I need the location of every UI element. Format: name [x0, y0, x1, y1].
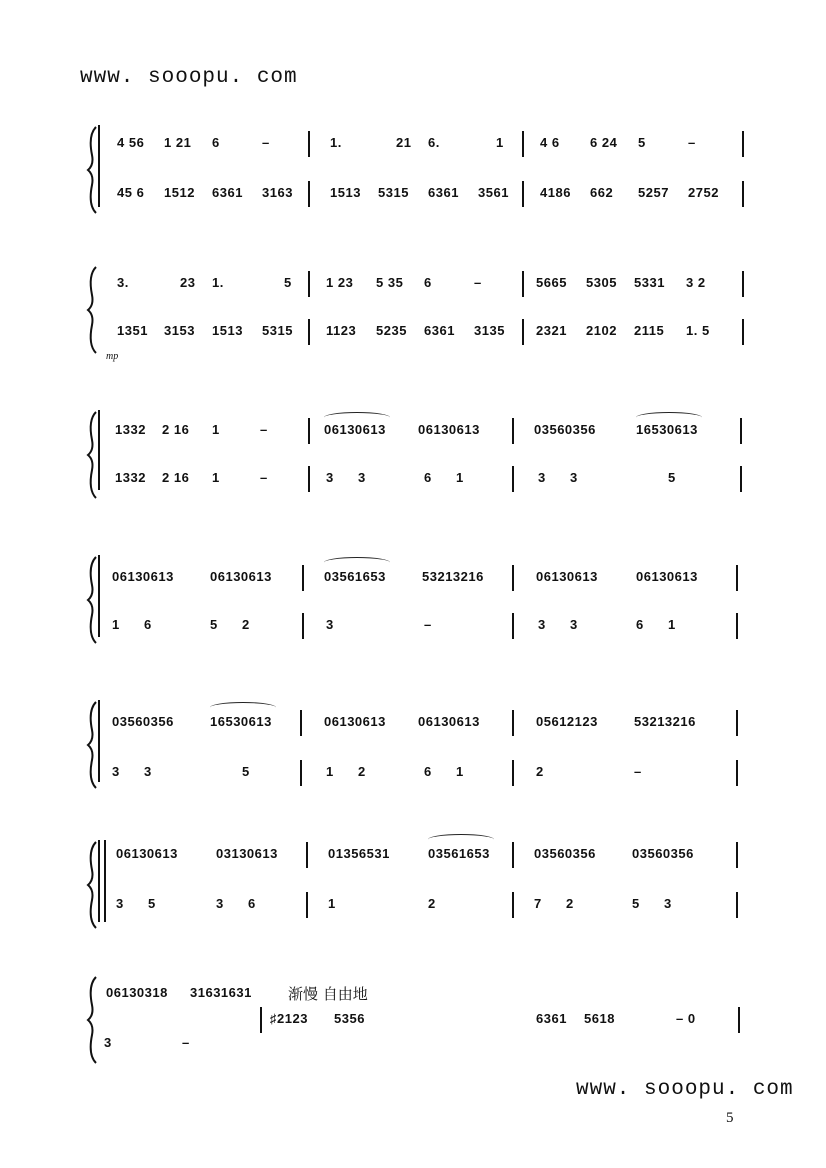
brace-icon: [86, 555, 98, 645]
note-group: 06130613: [116, 846, 178, 861]
slur: [324, 557, 390, 568]
barline: [738, 1007, 740, 1033]
score-system-5: [0, 700, 826, 810]
note-group: 6 24: [590, 135, 618, 150]
lower-staff: [112, 896, 752, 916]
note-group: –: [260, 470, 268, 485]
note-group: 5: [210, 617, 218, 632]
note-group: 1 23: [326, 275, 354, 290]
note-group: 1: [112, 617, 120, 632]
note-group: 1: [496, 135, 504, 150]
note-group: 662: [590, 185, 614, 200]
barline: [742, 319, 744, 345]
note-group: 03560356: [534, 846, 596, 861]
note-group: 3: [358, 470, 366, 485]
note-group: 31631631: [190, 985, 252, 1000]
brace-icon: [86, 700, 98, 790]
note-group: 2: [536, 764, 544, 779]
barline: [740, 466, 742, 492]
note-group: 4186: [540, 185, 571, 200]
note-group: 5257: [638, 185, 669, 200]
note-group: 06130613: [536, 569, 598, 584]
barline: [302, 565, 304, 591]
note-group: 5: [668, 470, 676, 485]
note-group: 45 6: [117, 185, 145, 200]
note-group: –: [474, 275, 482, 290]
barline: [308, 319, 310, 345]
note-group: 5: [148, 896, 156, 911]
barline: [736, 892, 738, 918]
note-group: 03130613: [216, 846, 278, 861]
note-group: 1513: [330, 185, 361, 200]
note-group: 1332: [115, 422, 146, 437]
note-group: 2: [566, 896, 574, 911]
barline: [742, 181, 744, 207]
note-group: 6361: [424, 323, 455, 338]
lower-staff: [112, 323, 752, 343]
note-group: 06130613: [210, 569, 272, 584]
note-group: 6: [424, 275, 432, 290]
note-group: 6361: [536, 1011, 567, 1026]
score-system-7: [0, 975, 826, 1085]
note-group: 2752: [688, 185, 719, 200]
note-group: 3: [570, 470, 578, 485]
note-group: 1351: [117, 323, 148, 338]
slur: [210, 702, 276, 713]
note-group: –: [634, 764, 642, 779]
brace-icon: [86, 410, 98, 500]
barline: [736, 710, 738, 736]
brace-icon: [86, 840, 98, 930]
note-group: –: [262, 135, 270, 150]
note-group: 5305: [586, 275, 617, 290]
barline: [306, 842, 308, 868]
left-barline: [98, 410, 100, 490]
brace-icon: [86, 125, 98, 215]
barline: [736, 613, 738, 639]
score-system-3: [0, 410, 826, 520]
note-group: 3135: [474, 323, 505, 338]
note-group: 5315: [378, 185, 409, 200]
dynamic-marking: mp: [106, 351, 119, 362]
tempo-marking: 渐慢 自由地: [288, 985, 368, 1003]
note-group: 2102: [586, 323, 617, 338]
lower-staff: [112, 185, 752, 205]
page-number: 5: [726, 1110, 734, 1126]
barline: [512, 466, 514, 492]
note-group: 6: [248, 896, 256, 911]
note-group: 1: [212, 470, 220, 485]
note-group: 06130613: [418, 422, 480, 437]
note-group: 21: [396, 135, 412, 150]
barline: [742, 131, 744, 157]
note-group: 1: [668, 617, 676, 632]
note-group: 5: [284, 275, 292, 290]
note-group: 1512: [164, 185, 195, 200]
barline: [522, 271, 524, 297]
left-barline: [98, 125, 100, 207]
barline: [260, 1007, 262, 1033]
note-group: –: [260, 422, 268, 437]
note-group: 5618: [584, 1011, 615, 1026]
note-group: 3 2: [686, 275, 706, 290]
barline: [736, 760, 738, 786]
left-barline: [98, 840, 100, 922]
note-group: 3: [570, 617, 578, 632]
note-group: 6: [212, 135, 220, 150]
repeat-barline: [104, 840, 106, 922]
note-group: 5: [242, 764, 250, 779]
barline: [522, 181, 524, 207]
score-system-2: [0, 265, 826, 375]
lower-staff: [112, 617, 752, 637]
barline: [302, 613, 304, 639]
note-group: 3: [538, 470, 546, 485]
barline: [308, 418, 310, 444]
barline: [512, 418, 514, 444]
upper-staff: [106, 985, 752, 1005]
note-group: – 0: [676, 1011, 696, 1026]
note-group: 5 35: [376, 275, 404, 290]
note-group: 1.: [330, 135, 342, 150]
lower-staff: [112, 764, 752, 784]
note-group: 1.: [212, 275, 224, 290]
barline: [736, 565, 738, 591]
note-group: –: [424, 617, 432, 632]
upper-staff: [112, 135, 752, 155]
note-group: 1513: [212, 323, 243, 338]
note-group: 06130318: [106, 985, 168, 1000]
note-group: 53213216: [634, 714, 696, 729]
note-group: 3163: [262, 185, 293, 200]
note-group: 3153: [164, 323, 195, 338]
note-group: 5: [638, 135, 646, 150]
note-group: 03560356: [632, 846, 694, 861]
note-group: 2 16: [162, 470, 190, 485]
note-group: –: [182, 1035, 190, 1050]
note-group: 5315: [262, 323, 293, 338]
note-group: 2: [358, 764, 366, 779]
barline: [512, 892, 514, 918]
barline: [736, 842, 738, 868]
note-group: 3: [112, 764, 120, 779]
note-group: 4 6: [540, 135, 560, 150]
note-group: 1. 5: [686, 323, 710, 338]
note-group: 2 16: [162, 422, 190, 437]
barline: [308, 181, 310, 207]
upper-staff: [112, 569, 752, 589]
note-group: 1: [456, 470, 464, 485]
note-group: 6: [636, 617, 644, 632]
score-system-6: [0, 840, 826, 950]
header-watermark-url: www. sooopu. com: [80, 66, 298, 89]
barline: [512, 710, 514, 736]
score-system-1: [0, 125, 826, 235]
note-group: 1332: [115, 470, 146, 485]
note-group: 1 21: [164, 135, 192, 150]
note-group: 01356531: [328, 846, 390, 861]
barline: [740, 418, 742, 444]
slur: [428, 834, 494, 845]
note-group: 2321: [536, 323, 567, 338]
note-group: 3561: [478, 185, 509, 200]
note-group: 3: [664, 896, 672, 911]
note-group: 5665: [536, 275, 567, 290]
note-group: 2: [242, 617, 250, 632]
note-group: 03560356: [112, 714, 174, 729]
left-barline: [98, 555, 100, 637]
note-group: 06130613: [324, 422, 386, 437]
note-group: 6.: [428, 135, 440, 150]
upper-staff: [112, 275, 752, 295]
note-group: 16530613: [636, 422, 698, 437]
barline: [300, 760, 302, 786]
note-group: 3: [116, 896, 124, 911]
lower-staff: [104, 1035, 752, 1055]
note-group: 06130613: [418, 714, 480, 729]
note-group: 53213216: [422, 569, 484, 584]
barline: [308, 131, 310, 157]
note-group: 3: [144, 764, 152, 779]
barline: [512, 613, 514, 639]
note-group: 23: [180, 275, 196, 290]
note-group: 6: [424, 764, 432, 779]
brace-icon: [86, 975, 98, 1065]
barline: [522, 131, 524, 157]
note-group: 06130613: [112, 569, 174, 584]
note-group: 06130613: [324, 714, 386, 729]
upper-staff: [112, 714, 752, 734]
barline: [512, 760, 514, 786]
cadenza-staff: [112, 1011, 752, 1031]
note-group: 1: [456, 764, 464, 779]
brace-icon: [86, 265, 98, 355]
note-group: 6361: [212, 185, 243, 200]
lower-staff: [112, 470, 752, 490]
note-group: 5235: [376, 323, 407, 338]
note-group: 1: [212, 422, 220, 437]
note-group: 3: [326, 470, 334, 485]
barline: [308, 466, 310, 492]
left-barline: [98, 700, 100, 782]
barline: [306, 892, 308, 918]
score-system-4: [0, 555, 826, 665]
note-group: 6361: [428, 185, 459, 200]
note-group: 6: [424, 470, 432, 485]
note-group: 03561653: [428, 846, 490, 861]
note-group: 1: [326, 764, 334, 779]
note-group: 3: [538, 617, 546, 632]
barline: [742, 271, 744, 297]
note-group: 03561653: [324, 569, 386, 584]
note-group: 6: [144, 617, 152, 632]
note-group: 5331: [634, 275, 665, 290]
note-group: 3.: [117, 275, 129, 290]
note-group: 2115: [634, 323, 665, 338]
note-group: 5: [632, 896, 640, 911]
note-group: 05612123: [536, 714, 598, 729]
note-group: 3: [326, 617, 334, 632]
note-group: 5356: [334, 1011, 365, 1026]
note-group: 06130613: [636, 569, 698, 584]
note-group: 1123: [326, 323, 357, 338]
barline: [308, 271, 310, 297]
note-group: 2: [428, 896, 436, 911]
note-group: 3: [104, 1035, 112, 1050]
upper-staff: [112, 422, 752, 442]
barline: [300, 710, 302, 736]
footer-watermark-url: www. sooopu. com: [576, 1078, 794, 1101]
note-group: 16530613: [210, 714, 272, 729]
upper-staff: [112, 846, 752, 866]
barline: [512, 842, 514, 868]
note-group: 4 56: [117, 135, 145, 150]
barline: [512, 565, 514, 591]
note-group: 3: [216, 896, 224, 911]
note-group: –: [688, 135, 696, 150]
barline: [522, 319, 524, 345]
note-group: ♯2123: [270, 1011, 308, 1026]
note-group: 1: [328, 896, 336, 911]
note-group: 7: [534, 896, 542, 911]
note-group: 03560356: [534, 422, 596, 437]
